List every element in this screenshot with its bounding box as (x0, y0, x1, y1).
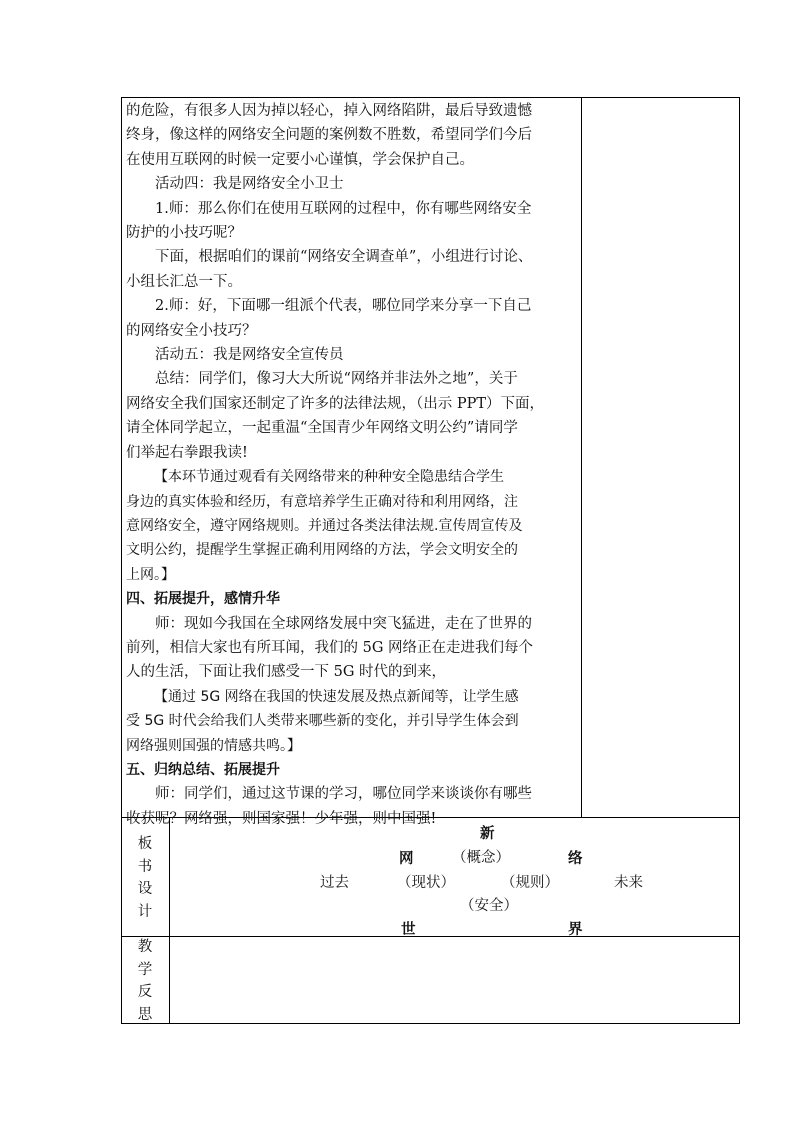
text-line: 师：同学们，通过这节课的学习，哪位同学来谈谈你有哪些 (155, 786, 532, 803)
table-border-bottom (121, 1023, 740, 1024)
design-note-line: 意网络安全，遵守网络规则。并通过各类法律法规.宣传周宣传及 (126, 517, 523, 534)
label-char: 学 (137, 961, 153, 978)
text-line: 收获呢？网络强，则国家强！少年强，则中国强! (126, 810, 437, 827)
notes-column (582, 98, 739, 817)
lesson-process-cell (126, 99, 581, 831)
design-note-line: 受 5G 时代会给我们人类带来哪些新的变化，并引导学生体会到 (126, 713, 519, 730)
text-line: 的网络安全小技巧？ (126, 322, 257, 339)
board-word-luo: 络 (568, 851, 583, 867)
board-design-label (121, 833, 169, 923)
design-note-line: 【本环节通过观看有关网络带来的种种安全隐患结合学生 (154, 469, 504, 486)
section-five-heading: 五、归纳总结、拓展提升 (126, 761, 280, 778)
text-line: 的危险，有很多人因为掉以轻心，掉入网络陷阱，最后导致遗憾 (126, 103, 532, 119)
label-char: 书 (137, 858, 153, 875)
board-word-weilai: 未来 (614, 875, 643, 891)
label-column-divider (169, 817, 170, 1024)
section-four-heading: 四、拓展提升，感情升华 (126, 591, 280, 608)
text-line: 师：现如今我国在全球网络发展中突飞猛进，走在了世界的 (155, 615, 532, 632)
board-word-guize: （规则） (501, 875, 559, 891)
text-line: 人的生活，下面让我们感受一下 5G 时代的到来， (126, 664, 447, 681)
text-line: 小组长汇总一下。 (126, 273, 242, 290)
label-char: 设 (137, 881, 153, 898)
design-note-line: 文明公约，提醒学生掌握正确利用网络的方法，学会文明安全的 (126, 542, 518, 559)
board-word-guoqu: 过去 (320, 875, 349, 891)
text-line: 们举起右拳跟我读! (126, 444, 248, 461)
design-note-line: 身边的真实体验和经历，有意培养学生正确对待和利用网络，注 (126, 493, 518, 510)
activity-five-heading: 活动五：我是网络安全宣传员 (155, 347, 344, 364)
label-char: 计 (137, 903, 153, 920)
board-word-gainian: （概念） (452, 850, 510, 866)
label-char: 思 (137, 1006, 153, 1023)
text-line: 网络安全我们国家还制定了许多的法律法规，（出示 PPT）下面， (126, 395, 545, 412)
board-word-jie: 界 (568, 922, 583, 938)
board-word-anquan: （安全） (460, 898, 518, 914)
teaching-reflection-label (121, 936, 169, 1026)
label-char: 反 (137, 984, 153, 1001)
text-line: 2.师：好，下面哪一组派个代表，哪位同学来分享一下自己 (155, 298, 532, 315)
board-word-xin: 新 (480, 826, 495, 842)
design-note-line: 网络强则国强的情感共鸣。】 (126, 737, 301, 754)
table-border-right (739, 97, 740, 1024)
activity-four-heading: 活动四：我是网络安全小卫士 (155, 176, 344, 193)
row-divider-reflection (121, 936, 740, 937)
text-line: 总结：同学们，像习大大所说“网络并非法外之地”，关于 (155, 371, 518, 388)
text-line: 前列，相信大家也有所耳闻，我们的 5G 网络正在走进我们每个 (126, 639, 534, 656)
text-line: 在使用互联网的时候一定要小心谨慎，学会保护自己。 (126, 151, 474, 168)
text-line: 1.师：那么你们在使用互联网的过程中，你有哪些网络安全 (155, 200, 532, 217)
design-note-line: 上网。】 (126, 566, 175, 583)
board-word-wang: 网 (399, 851, 414, 867)
text-line: 请全体同学起立，一起重温“全国青少年网络文明公约”请同学 (126, 420, 518, 437)
teaching-reflection-content (171, 938, 737, 1022)
text-line: 下面，根据咱们的课前“网络安全调查单”，小组进行讨论、 (155, 249, 533, 266)
label-char: 板 (137, 836, 153, 852)
board-word-shi: 世 (401, 922, 416, 938)
text-line: 防护的小技巧呢？ (126, 225, 242, 242)
board-word-xianzhuang: （现状） (397, 875, 455, 891)
label-char: 教 (137, 939, 153, 955)
design-note-line: 【通过 5G 网络在我国的快速发展及热点新闻等，让学生感 (154, 688, 519, 705)
text-line: 终身，像这样的网络安全问题的案例数不胜数，希望同学们今后 (126, 127, 532, 144)
